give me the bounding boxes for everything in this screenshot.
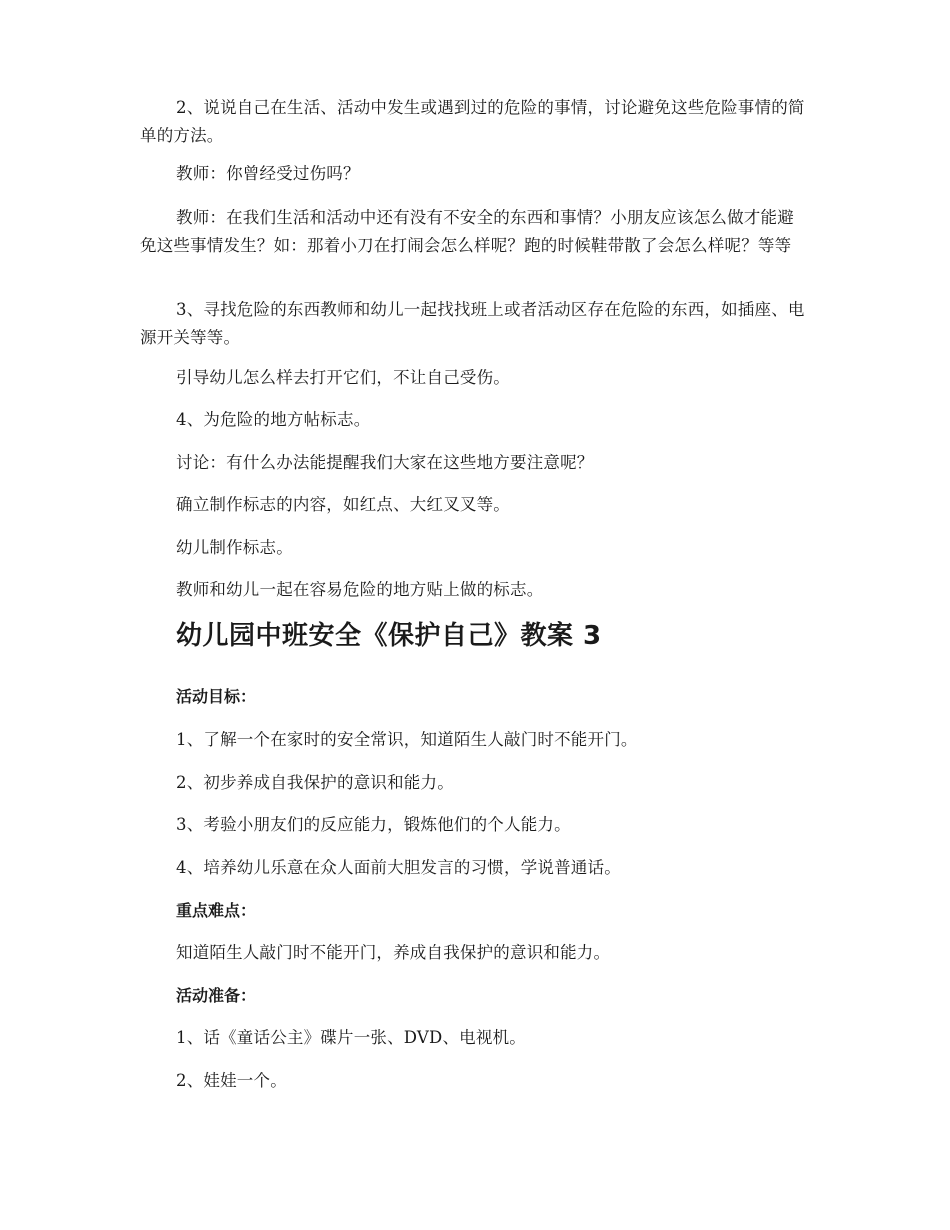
key-points-text: 知道陌生人敲门时不能开门，养成自我保护的意识和能力。 (176, 943, 611, 962)
goal-item-4: 4、培养幼儿乐意在众人面前大胆发言的习惯，学说普通话。 (176, 858, 621, 877)
preparation-label: 活动准备： (176, 986, 257, 1005)
goal-item-1: 1、了解一个在家时的安全常识，知道陌生人敲门时不能开门。 (176, 730, 638, 749)
paragraph-teacher-question-1: 教师：你曾经受过伤吗？ (176, 164, 360, 183)
goal-item-3: 3、考验小朋友们的反应能力，锻炼他们的个人能力。 (176, 815, 571, 834)
section-title: 幼儿园中班安全《保护自己》教案 3 (176, 621, 602, 651)
paragraph-item-2: 2、说说自己在生活、活动中发生或遇到过的危险的事情，讨论避免这些危险事情的简单的方法。 (140, 98, 805, 145)
goals-label: 活动目标： (176, 687, 257, 706)
key-points-label: 重点难点： (176, 901, 257, 920)
goal-item-2: 2、初步养成自我保护的意识和能力。 (176, 773, 454, 792)
paragraph-together: 教师和幼儿一起在容易危险的地方贴上做的标志。 (176, 580, 544, 599)
paragraph-confirm: 确立制作标志的内容，如红点、大红叉叉等。 (176, 495, 510, 514)
paragraph-item-4: 4、为危险的地方帖标志。 (176, 410, 371, 429)
paragraph-make: 幼儿制作标志。 (176, 538, 293, 557)
paragraph-discuss: 讨论：有什么办法能提醒我们大家在这些地方要注意呢？ (176, 453, 594, 472)
preparation-item-2: 2、娃娃一个。 (176, 1071, 287, 1090)
preparation-item-1: 1、话《童话公主》碟片一张、DVD、电视机。 (176, 1028, 526, 1047)
paragraph-item-3: 3、寻找危险的东西教师和幼儿一起找找班上或者活动区存在危险的东西，如插座、电源开关等等。 (140, 300, 805, 347)
paragraph-guide: 引导幼儿怎么样去打开它们，不让自己受伤。 (176, 368, 510, 387)
paragraph-teacher-question-2: 教师：在我们生活和活动中还有没有不安全的东西和事情？小朋友应该怎么做才能避免这些事情发生？如：那着小刀在打闹会怎么样呢？跑的时候鞋带散了会怎么样呢？等等 (140, 208, 794, 255)
